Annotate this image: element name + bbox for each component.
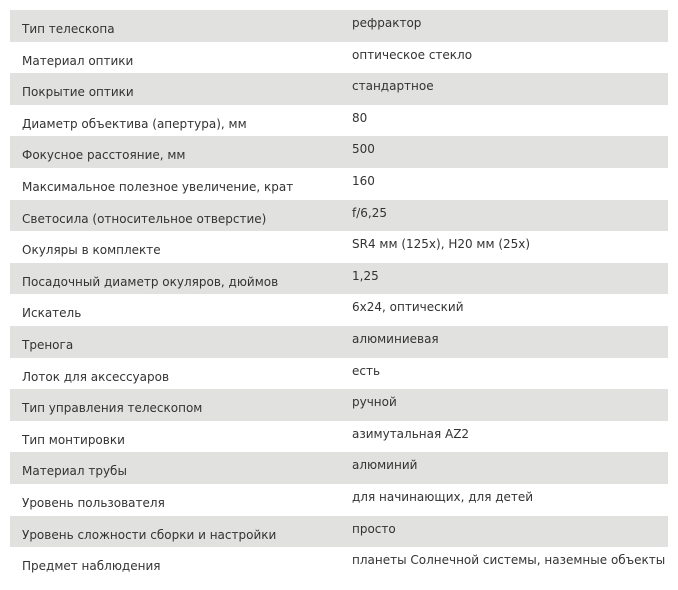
table-row xyxy=(10,452,668,484)
table-row xyxy=(10,10,668,42)
spec-value: рефрактор xyxy=(340,10,668,42)
spec-label: Тип телескопа xyxy=(10,10,340,42)
spec-value: есть xyxy=(340,358,668,390)
spec-label: Диаметр объектива (апертура), мм xyxy=(10,105,340,137)
spec-label: Лоток для аксессуаров xyxy=(10,358,340,390)
spec-value: алюминиевая xyxy=(340,326,668,358)
table-row xyxy=(10,421,668,453)
spec-label: Материал оптики xyxy=(10,42,340,74)
spec-value: для начинающих, для детей xyxy=(340,484,668,516)
spec-value: 6x24, оптический xyxy=(340,294,668,326)
spec-value: алюминий xyxy=(340,452,668,484)
spec-label: Максимальное полезное увеличение, крат xyxy=(10,168,340,200)
spec-label: Искатель xyxy=(10,294,340,326)
spec-value: SR4 мм (125x), H20 мм (25x) xyxy=(340,231,668,263)
spec-value: азимутальная AZ2 xyxy=(340,421,668,453)
spec-value: 1,25 xyxy=(340,263,668,295)
spec-value: оптическое стекло xyxy=(340,42,668,74)
spec-value: планеты Солнечной системы, наземные объекты xyxy=(340,547,668,579)
table-row xyxy=(10,105,668,137)
table-row xyxy=(10,136,668,168)
table-row xyxy=(10,73,668,105)
spec-label: Уровень пользователя xyxy=(10,484,340,516)
spec-value: 500 xyxy=(340,136,668,168)
table-row xyxy=(10,200,668,232)
spec-value: 160 xyxy=(340,168,668,200)
spec-label: Светосила (относительное отверстие) xyxy=(10,200,340,232)
spec-value: f/6,25 xyxy=(340,200,668,232)
table-row xyxy=(10,263,668,295)
table-row xyxy=(10,326,668,358)
table-row xyxy=(10,231,668,263)
spec-label: Окуляры в комплекте xyxy=(10,231,340,263)
table-row xyxy=(10,484,668,516)
spec-value: просто xyxy=(340,516,668,548)
spec-label: Тип монтировки xyxy=(10,421,340,453)
spec-label: Уровень сложности сборки и настройки xyxy=(10,516,340,548)
spec-value: стандартное xyxy=(340,73,668,105)
specifications-table xyxy=(10,10,668,579)
spec-value: ручной xyxy=(340,389,668,421)
spec-label: Тип управления телескопом xyxy=(10,389,340,421)
spec-value: 80 xyxy=(340,105,668,137)
spec-label: Тренога xyxy=(10,326,340,358)
table-row xyxy=(10,168,668,200)
table-row xyxy=(10,389,668,421)
spec-label: Посадочный диаметр окуляров, дюймов xyxy=(10,263,340,295)
table-row xyxy=(10,358,668,390)
spec-label: Материал трубы xyxy=(10,452,340,484)
table-row xyxy=(10,547,668,579)
spec-label: Предмет наблюдения xyxy=(10,547,340,579)
table-row xyxy=(10,294,668,326)
spec-label: Покрытие оптики xyxy=(10,73,340,105)
table-row xyxy=(10,516,668,548)
table-row xyxy=(10,42,668,74)
spec-label: Фокусное расстояние, мм xyxy=(10,136,340,168)
specifications-body xyxy=(10,10,668,579)
